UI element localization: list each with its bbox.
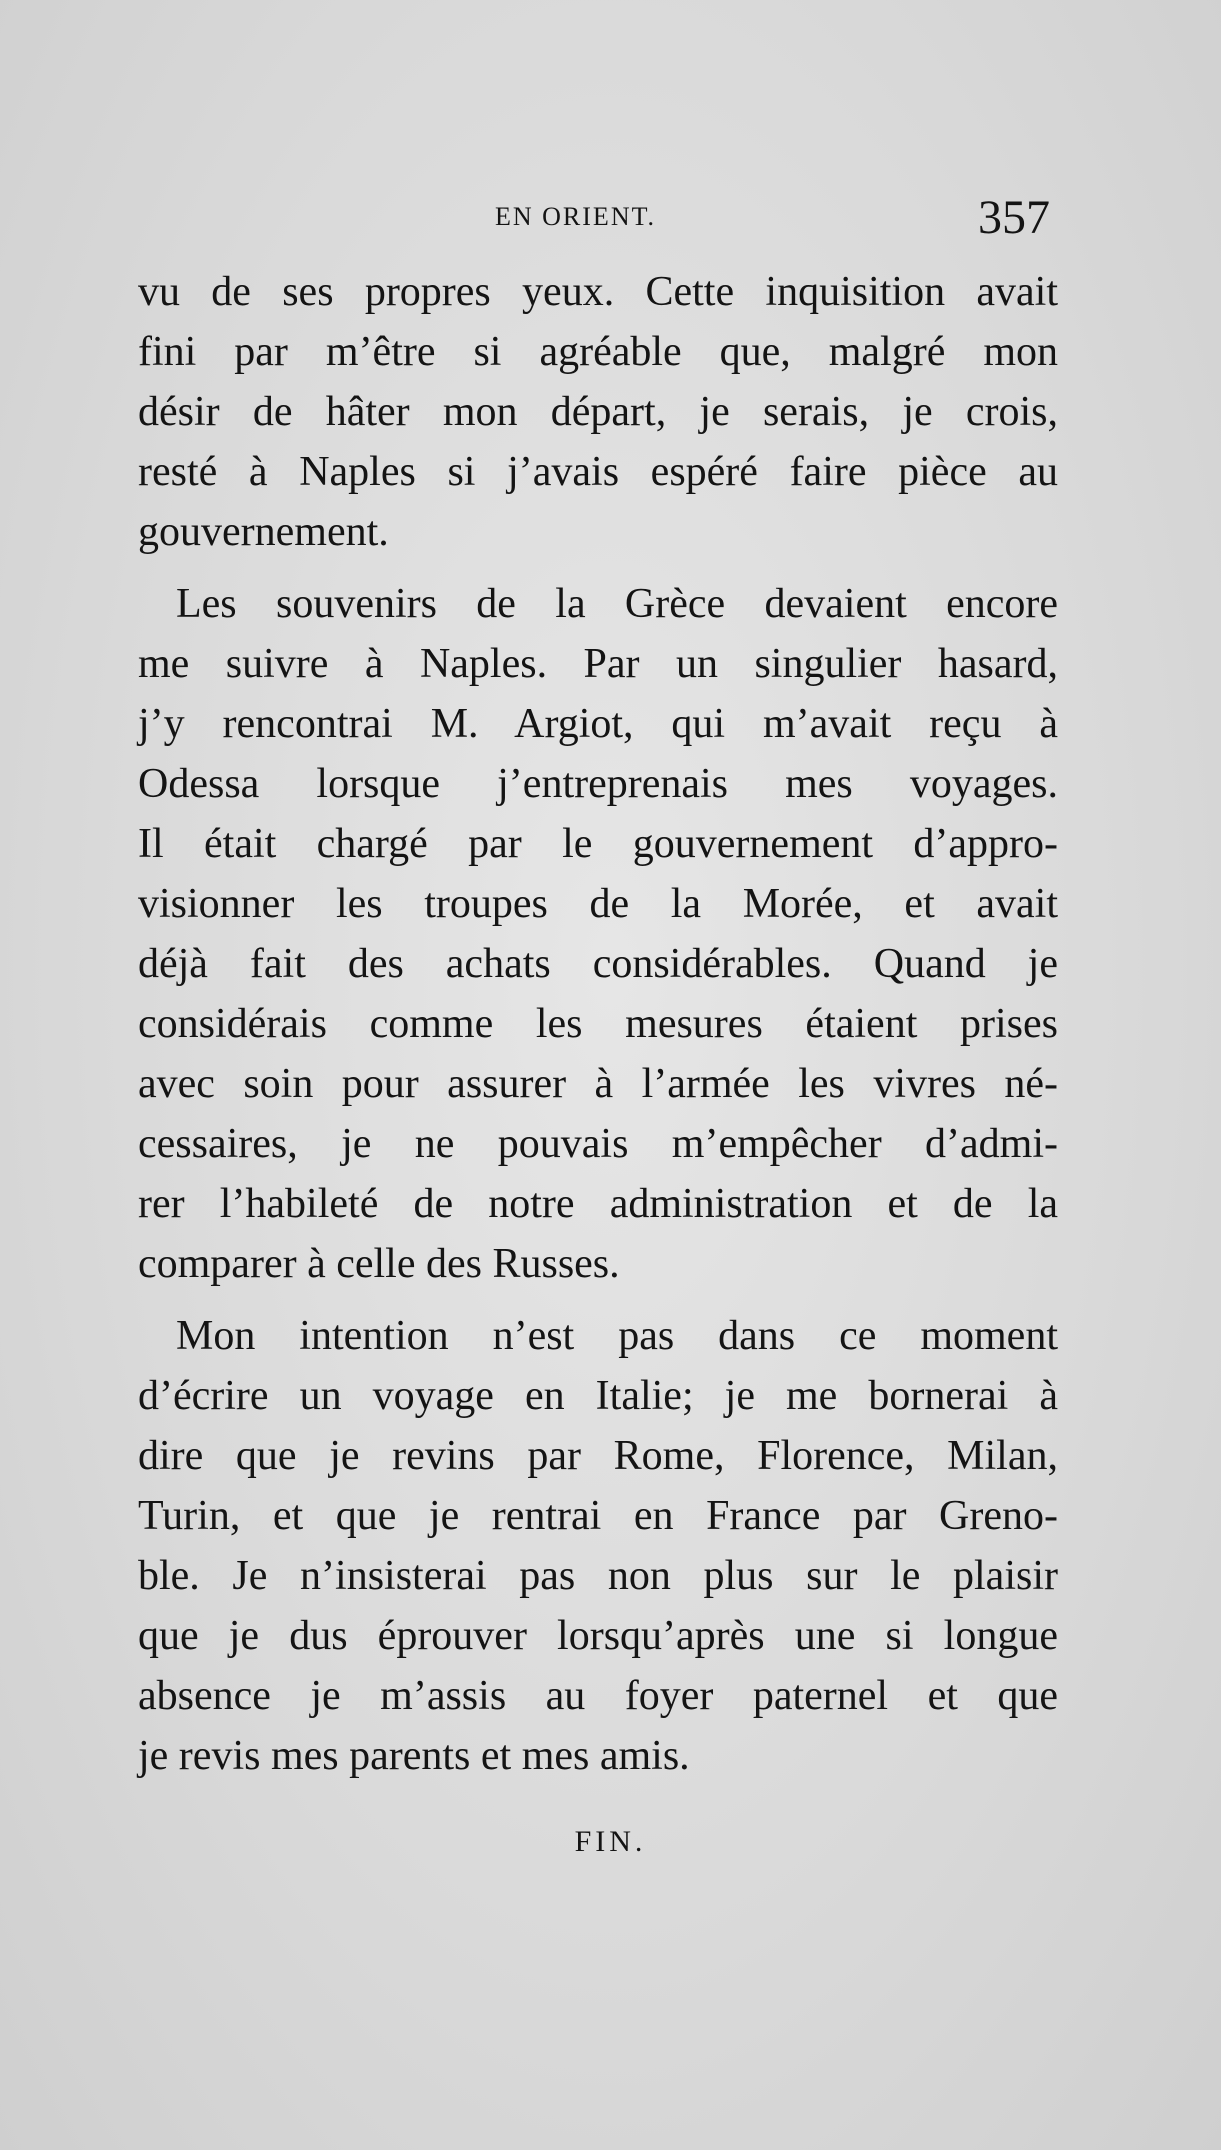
text-line: resté à Naples si j’avais espéré faire pièce au: [138, 449, 1058, 495]
text-line: considérais comme les mesures étaient prises: [138, 1001, 1058, 1047]
text-line: j’y rencontrai M. Argiot, qui m’avait reçu à: [138, 701, 1058, 747]
text-line: Turin, et que je rentrai en France par Greno-: [138, 1493, 1058, 1539]
text-line: absence je m’assis au foyer paternel et que: [138, 1673, 1058, 1719]
text-line: me suivre à Naples. Par un singulier hasard,: [138, 641, 1058, 687]
text-line: d’écrire un voyage en Italie; je me bornerai à: [138, 1373, 1058, 1419]
text-line: ble. Je n’insisterai pas non plus sur le plaisir: [138, 1553, 1058, 1599]
text-line: dire que je revins par Rome, Florence, Milan,: [138, 1433, 1058, 1479]
text-line: fini par m’être si agréable que, malgré mon: [138, 329, 1058, 375]
text-line: gouvernement.: [138, 509, 389, 555]
page-header: [0, 190, 1221, 260]
text-line: Odessa lorsque j’entreprenais mes voyages.: [138, 761, 1058, 807]
running-head: EN ORIENT.: [495, 202, 657, 231]
text-line: vu de ses propres yeux. Cette inquisition avait: [138, 269, 1058, 315]
text-line: désir de hâter mon départ, je serais, je crois,: [138, 389, 1058, 435]
text-line: cessaires, je ne pouvais m’empêcher d’admi-: [138, 1121, 1058, 1167]
text-line: que je dus éprouver lorsqu’après une si longue: [138, 1613, 1058, 1659]
text-line: avec soin pour assurer à l’armée les vivres né-: [138, 1061, 1058, 1107]
text-line: comparer à celle des Russes.: [138, 1241, 620, 1287]
text-line: Mon intention n’est pas dans ce moment: [176, 1313, 1058, 1359]
page-number: 357: [978, 191, 1050, 244]
text-line: Les souvenirs de la Grèce devaient encore: [176, 581, 1058, 627]
text-line: Il était chargé par le gouvernement d’appro-: [138, 821, 1058, 867]
paragraph: [138, 262, 1058, 562]
text-line: visionner les troupes de la Morée, et avait: [138, 881, 1058, 927]
text-line: déjà fait des achats considérables. Quand je: [138, 941, 1058, 987]
end-mark: FIN.: [574, 1825, 647, 1858]
text-line: je revis mes parents et mes amis.: [138, 1733, 690, 1779]
paragraph: [138, 574, 1058, 1294]
body-text: [138, 262, 1058, 1786]
paragraph-gap: [138, 562, 1058, 574]
text-line: rer l’habileté de notre administration et de la: [138, 1181, 1058, 1227]
paragraph-gap: [138, 1294, 1058, 1306]
paragraph: [138, 1306, 1058, 1786]
